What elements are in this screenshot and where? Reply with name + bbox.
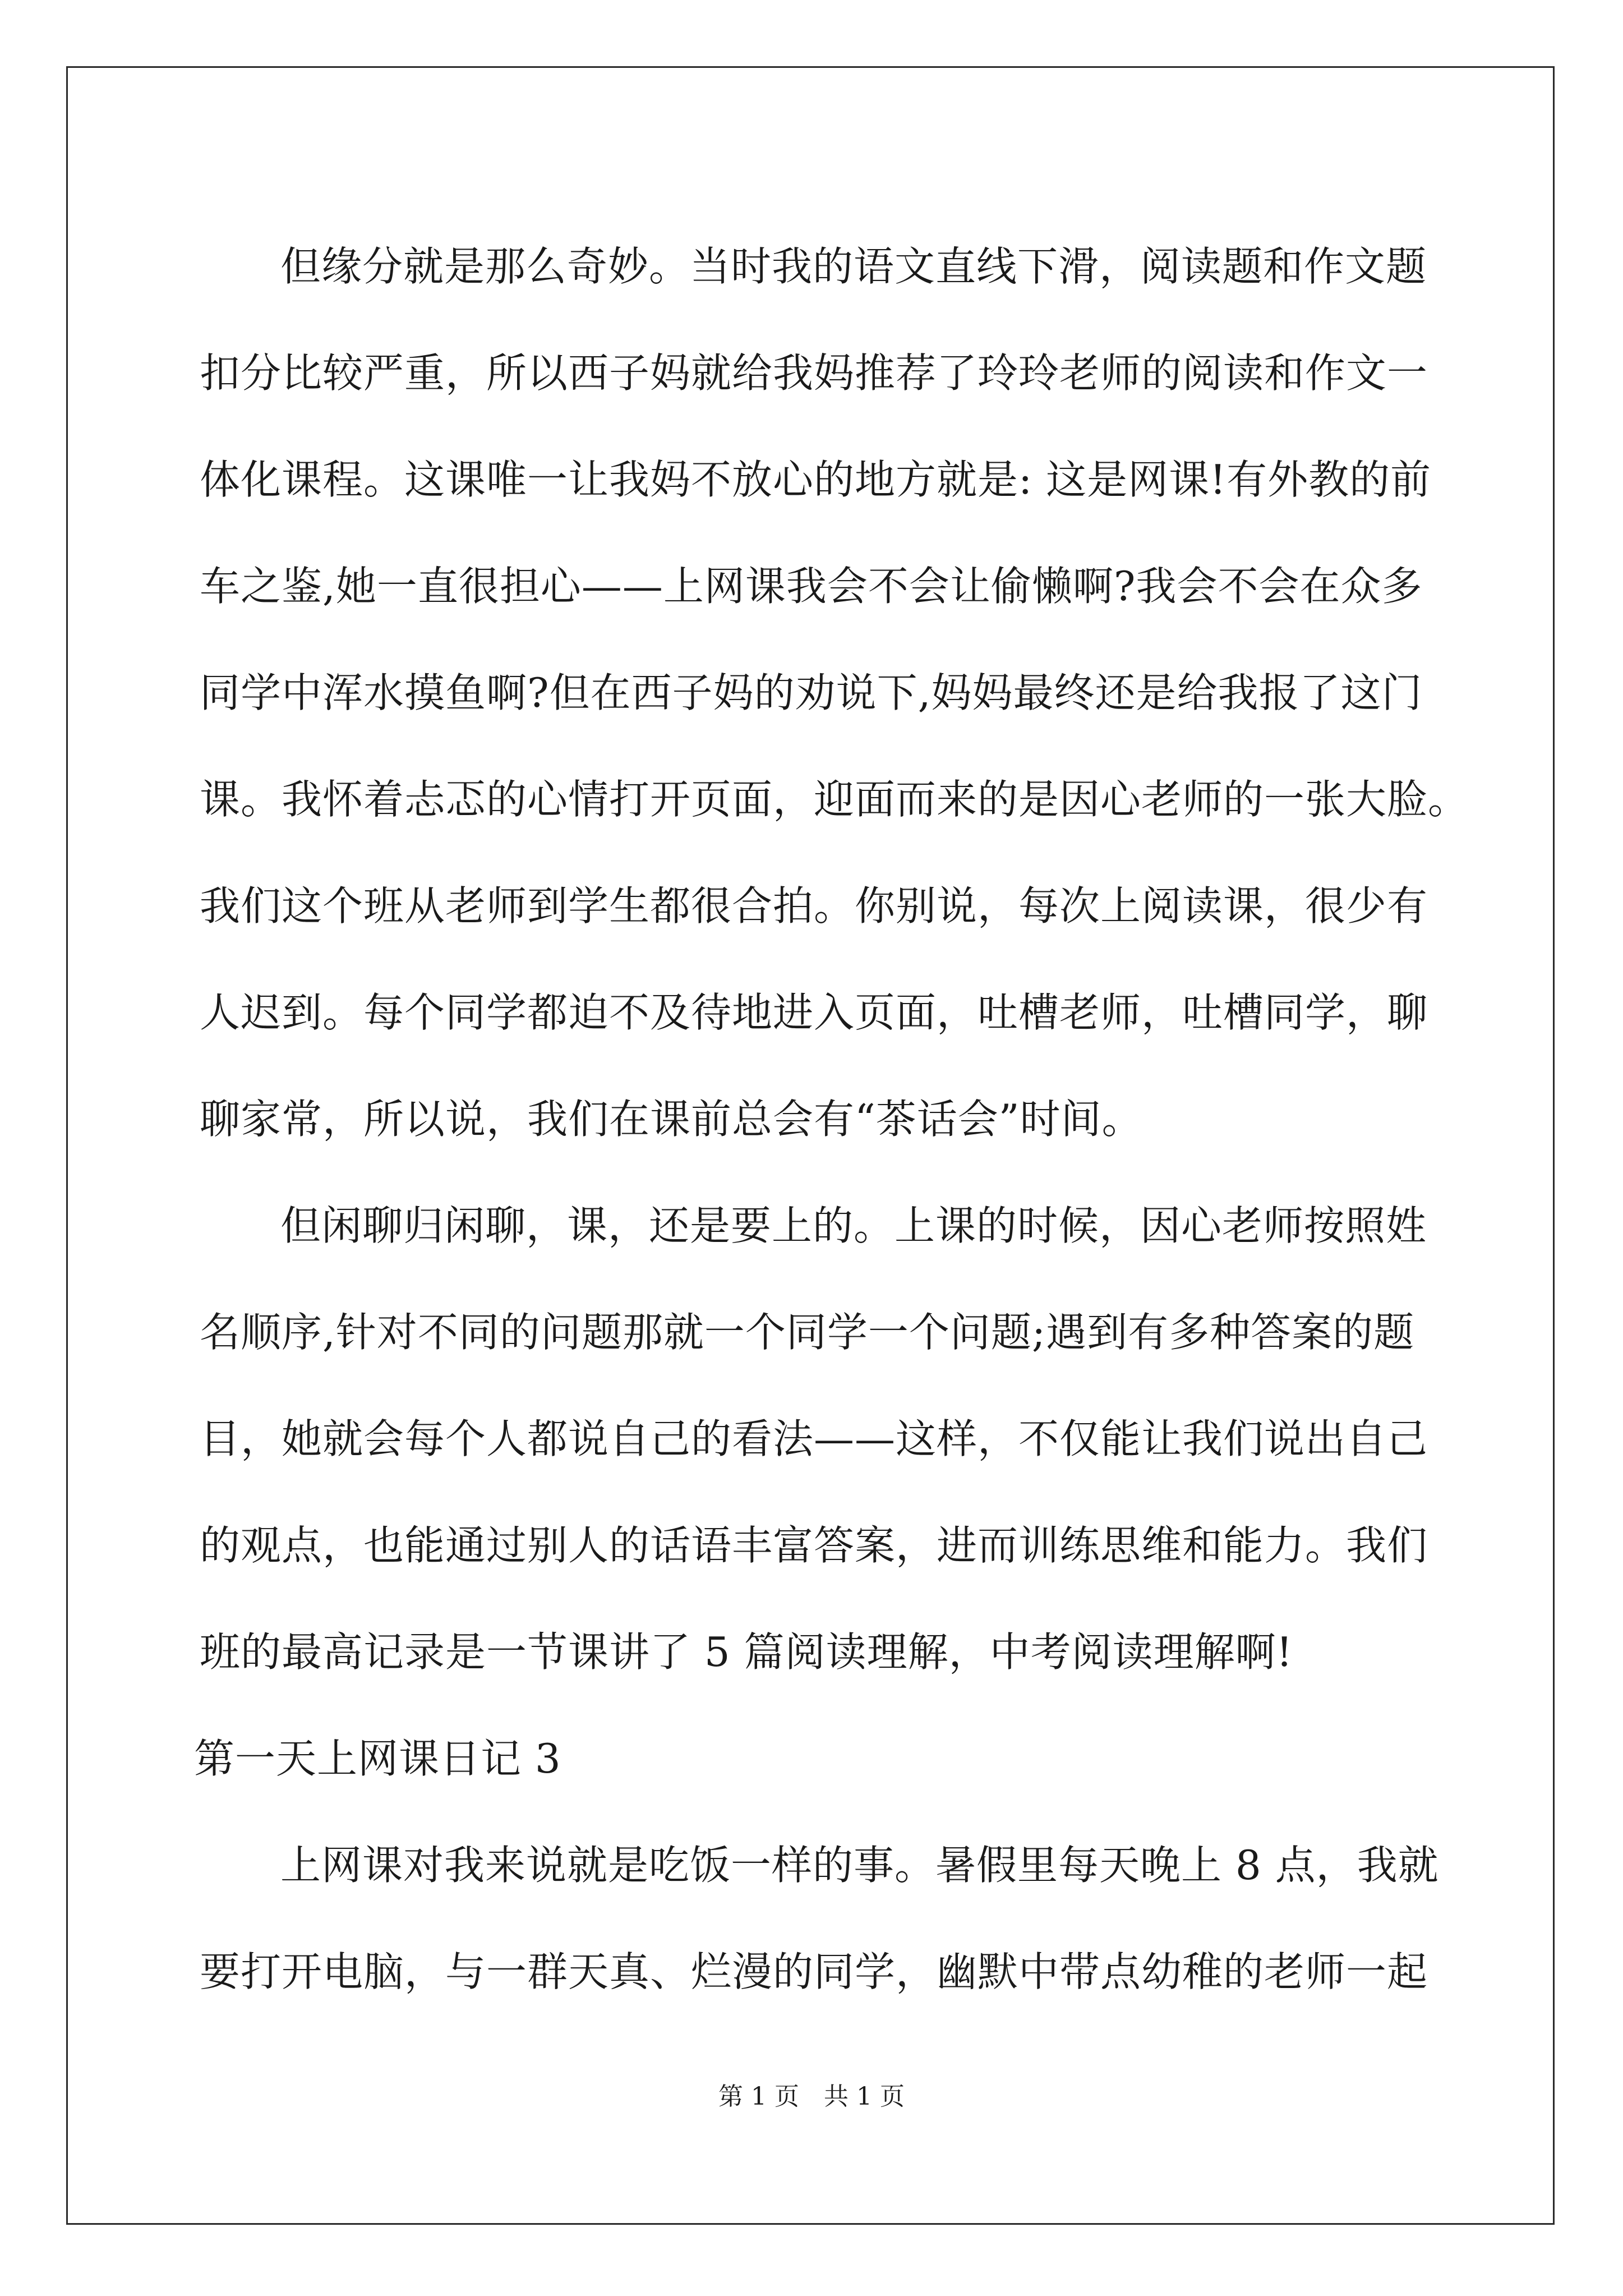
text-line: 体化课程。这课唯一让我妈不放心的地方就是: 这是网课!有外教的前 — [200, 456, 1432, 503]
text-line: 聊家常，所以说，我们在课前总会有“茶话会”时间。 — [200, 1096, 1143, 1143]
text-line: 要打开电脑，与一群天真、烂漫的同学，幽默中带点幼稚的老师一起 — [200, 1948, 1428, 1995]
page-number-label: 第 1 页 共 1 页 — [718, 2082, 905, 2111]
text-line: 扣分比较严重，所以西子妈就给我妈推荐了玲玲老师的阅读和作文一 — [200, 349, 1428, 397]
text-line: 上网课对我来说就是吃饭一样的事。暑假里每天晚上 8 点，我就 — [280, 1842, 1439, 1889]
text-line: 人迟到。每个同学都迫不及待地进入页面，吐槽老师，吐槽同学，聊 — [200, 989, 1428, 1036]
text-line: 的观点，也能通过别人的话语丰富答案，进而训练思维和能力。我们 — [200, 1522, 1428, 1569]
text-line: 车之鉴,她一直很担心——上网课我会不会让偷懒啊?我会不会在众多 — [200, 563, 1423, 610]
text-line: 但闲聊归闲聊，课，还是要上的。上课的时候，因心老师按照姓 — [280, 1202, 1427, 1249]
text-line: 课。我怀着忐忑的心情打开页面，迎面而来的是因心老师的一张大脸。 — [200, 776, 1469, 823]
text-line: 班的最高记录是一节课讲了 5 篇阅读理解，中考阅读理解啊! — [200, 1628, 1293, 1676]
text-line: 目，她就会每个人都说自己的看法——这样，不仅能让我们说出自己 — [200, 1415, 1428, 1462]
page-footer — [0, 2080, 1623, 2114]
document-body — [194, 213, 1469, 2025]
section-heading: 第一天上网课日记 3 — [194, 1735, 561, 1782]
text-line: 但缘分就是那么奇妙。当时我的语文直线下滑，阅读题和作文题 — [280, 243, 1427, 290]
text-line: 我们这个班从老师到学生都很合拍。你别说，每次上阅读课，很少有 — [200, 882, 1428, 930]
text-line: 同学中浑水摸鱼啊?但在西子妈的劝说下,妈妈最终还是给我报了这门 — [200, 669, 1423, 716]
text-line: 名顺序,针对不同的问题那就一个同学一个问题;遇到有多种答案的题 — [200, 1309, 1415, 1356]
